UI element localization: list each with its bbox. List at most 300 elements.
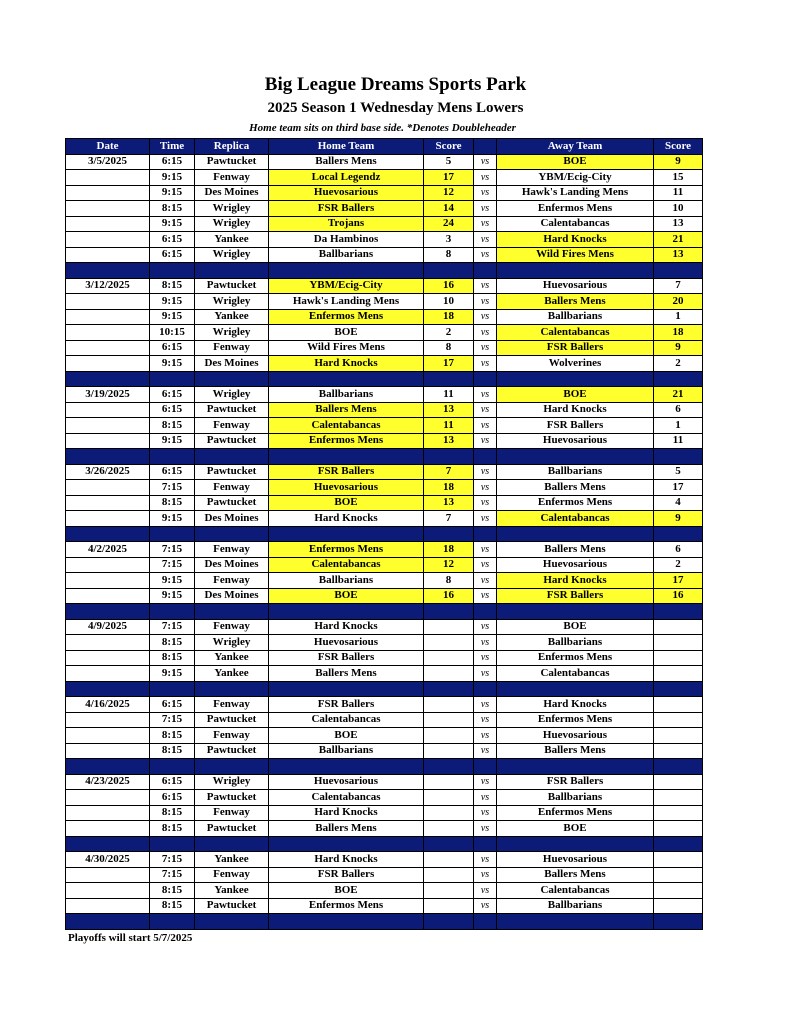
separator-cell [474,914,497,930]
home-team: Hard Knocks [269,511,424,527]
away-score: 9 [654,154,703,170]
away-team: FSR Ballers [497,774,654,790]
home-score: 3 [424,232,474,248]
game-time: 8:15 [150,805,195,821]
vs-label: vs [474,232,497,248]
home-team: Hard Knocks [269,619,424,635]
home-score [424,666,474,682]
vs-label: vs [474,511,497,527]
game-date: 4/30/2025 [66,852,150,868]
away-team: Enfermos Mens [497,201,654,217]
table-row [66,356,703,372]
away-score: 4 [654,495,703,511]
away-score: 7 [654,278,703,294]
separator-cell [195,526,269,542]
game-replica: Pawtucket [195,743,269,759]
game-date [66,495,150,511]
away-score [654,821,703,837]
home-team: Hard Knocks [269,805,424,821]
game-time: 8:15 [150,728,195,744]
separator-cell [269,604,424,620]
away-score [654,712,703,728]
away-team: FSR Ballers [497,588,654,604]
game-time: 6:15 [150,247,195,263]
home-score [424,635,474,651]
separator-cell [150,526,195,542]
separator-cell [424,914,474,930]
away-score: 5 [654,464,703,480]
vs-label: vs [474,557,497,573]
game-replica: Pawtucket [195,278,269,294]
game-time: 7:15 [150,712,195,728]
away-score [654,697,703,713]
game-date [66,418,150,434]
game-replica: Fenway [195,728,269,744]
away-score: 10 [654,201,703,217]
table-row [66,774,703,790]
home-team: BOE [269,325,424,341]
table-row [66,185,703,201]
game-date [66,883,150,899]
game-time: 9:15 [150,588,195,604]
home-score [424,712,474,728]
game-time: 8:15 [150,495,195,511]
game-date [66,216,150,232]
game-time: 10:15 [150,325,195,341]
game-time: 9:15 [150,170,195,186]
away-team: Ballbarians [497,635,654,651]
game-replica: Pawtucket [195,433,269,449]
table-row [66,387,703,403]
away-team: Huevosarious [497,728,654,744]
game-replica: Des Moines [195,185,269,201]
away-score [654,619,703,635]
vs-label: vs [474,185,497,201]
game-replica: Fenway [195,573,269,589]
away-team: YBM/Ecig-City [497,170,654,186]
away-team: Hard Knocks [497,697,654,713]
away-score: 15 [654,170,703,186]
separator-cell [150,604,195,620]
game-date: 3/5/2025 [66,154,150,170]
game-date [66,325,150,341]
table-row [66,294,703,310]
game-time: 8:15 [150,418,195,434]
home-score: 18 [424,542,474,558]
game-date [66,650,150,666]
game-time: 6:15 [150,154,195,170]
away-team: BOE [497,619,654,635]
vs-label: vs [474,697,497,713]
away-score [654,898,703,914]
game-replica: Pawtucket [195,790,269,806]
col-time: Time [150,139,195,155]
table-row [66,325,703,341]
home-team: Enfermos Mens [269,898,424,914]
table-row [66,216,703,232]
separator-cell [654,759,703,775]
separator-cell [66,836,150,852]
separator-cell [474,604,497,620]
home-score [424,743,474,759]
game-replica: Fenway [195,340,269,356]
home-team: Calentabancas [269,790,424,806]
vs-label: vs [474,464,497,480]
away-score [654,790,703,806]
vs-label: vs [474,433,497,449]
home-score: 16 [424,588,474,604]
home-team: Hard Knocks [269,356,424,372]
vs-label: vs [474,743,497,759]
game-date [66,588,150,604]
game-replica: Fenway [195,418,269,434]
away-team: Huevosarious [497,433,654,449]
table-row [66,619,703,635]
col-date: Date [66,139,150,155]
vs-label: vs [474,805,497,821]
game-date [66,635,150,651]
home-score: 8 [424,340,474,356]
table-row [66,557,703,573]
game-date [66,898,150,914]
table-row [66,201,703,217]
vs-label: vs [474,852,497,868]
vs-label: vs [474,325,497,341]
separator-cell [269,836,424,852]
separator-cell [654,914,703,930]
playoffs-note: Playoffs will start 5/7/2025 [68,932,193,944]
away-score: 18 [654,325,703,341]
home-team: Hard Knocks [269,852,424,868]
vs-label: vs [474,542,497,558]
home-score: 8 [424,573,474,589]
home-score [424,898,474,914]
week-separator [66,914,703,930]
home-score [424,790,474,806]
game-replica: Wrigley [195,294,269,310]
home-team: FSR Ballers [269,697,424,713]
away-team: Ballers Mens [497,867,654,883]
table-row [66,573,703,589]
game-time: 6:15 [150,790,195,806]
separator-cell [474,449,497,465]
separator-cell [66,914,150,930]
separator-cell [269,449,424,465]
vs-label: vs [474,790,497,806]
separator-cell [497,371,654,387]
game-replica: Yankee [195,232,269,248]
game-replica: Yankee [195,309,269,325]
table-row [66,821,703,837]
separator-cell [424,449,474,465]
game-date [66,790,150,806]
separator-cell [66,263,150,279]
table-row [66,790,703,806]
home-score: 16 [424,278,474,294]
col-home-score: Score [424,139,474,155]
game-replica: Wrigley [195,247,269,263]
home-score [424,821,474,837]
separator-cell [424,759,474,775]
home-team: Huevosarious [269,774,424,790]
home-team: FSR Ballers [269,464,424,480]
game-replica: Fenway [195,480,269,496]
away-score: 17 [654,480,703,496]
home-score [424,805,474,821]
away-team: Wild Fires Mens [497,247,654,263]
week-separator [66,526,703,542]
game-date [66,356,150,372]
vs-label: vs [474,387,497,403]
game-date [66,247,150,263]
col-home-team: Home Team [269,139,424,155]
game-replica: Fenway [195,170,269,186]
game-time: 8:15 [150,201,195,217]
home-team: BOE [269,588,424,604]
home-score: 7 [424,511,474,527]
header-row [66,139,703,155]
separator-cell [654,263,703,279]
table-row [66,232,703,248]
game-time: 7:15 [150,852,195,868]
table-row [66,542,703,558]
home-team: Ballers Mens [269,666,424,682]
away-team: Hard Knocks [497,402,654,418]
game-time: 8:15 [150,743,195,759]
home-team: BOE [269,728,424,744]
game-time: 6:15 [150,697,195,713]
home-score: 8 [424,247,474,263]
game-date [66,821,150,837]
game-time: 6:15 [150,464,195,480]
away-score [654,852,703,868]
game-replica: Des Moines [195,588,269,604]
game-time: 9:15 [150,511,195,527]
home-team: Huevosarious [269,635,424,651]
game-date [66,743,150,759]
game-time: 9:15 [150,666,195,682]
separator-cell [424,836,474,852]
schedule-table [65,138,703,930]
vs-label: vs [474,573,497,589]
home-score: 12 [424,557,474,573]
separator-cell [497,759,654,775]
week-separator [66,759,703,775]
separator-cell [269,759,424,775]
home-team: Ballers Mens [269,154,424,170]
home-score: 18 [424,480,474,496]
separator-cell [150,371,195,387]
game-time: 7:15 [150,619,195,635]
home-team: BOE [269,883,424,899]
vs-label: vs [474,278,497,294]
home-score [424,650,474,666]
separator-cell [150,681,195,697]
separator-cell [150,836,195,852]
away-team: Huevosarious [497,557,654,573]
game-replica: Wrigley [195,774,269,790]
vs-label: vs [474,712,497,728]
table-row [66,867,703,883]
away-score: 2 [654,356,703,372]
game-time: 9:15 [150,309,195,325]
home-team: Enfermos Mens [269,542,424,558]
away-team: Calentabancas [497,666,654,682]
vs-label: vs [474,309,497,325]
game-time: 6:15 [150,402,195,418]
away-score: 6 [654,542,703,558]
away-score: 1 [654,309,703,325]
away-team: Hawk's Landing Mens [497,185,654,201]
col-vs [474,139,497,155]
game-time: 7:15 [150,542,195,558]
table-row [66,805,703,821]
home-score: 13 [424,402,474,418]
home-team: Ballbarians [269,743,424,759]
table-row [66,309,703,325]
separator-cell [497,681,654,697]
home-score [424,619,474,635]
game-replica: Fenway [195,697,269,713]
separator-cell [150,263,195,279]
home-team: Calentabancas [269,557,424,573]
home-score [424,728,474,744]
game-date: 4/9/2025 [66,619,150,635]
vs-label: vs [474,635,497,651]
home-score [424,867,474,883]
away-score [654,635,703,651]
away-score: 6 [654,402,703,418]
home-score: 24 [424,216,474,232]
separator-cell [66,604,150,620]
game-replica: Pawtucket [195,464,269,480]
away-score: 9 [654,340,703,356]
game-date [66,232,150,248]
game-date [66,573,150,589]
game-time: 7:15 [150,480,195,496]
game-replica: Wrigley [195,325,269,341]
table-row [66,743,703,759]
game-date [66,805,150,821]
separator-cell [474,681,497,697]
game-replica: Pawtucket [195,898,269,914]
home-team: FSR Ballers [269,650,424,666]
separator-cell [497,263,654,279]
game-replica: Wrigley [195,201,269,217]
home-score [424,852,474,868]
away-team: Calentabancas [497,883,654,899]
game-replica: Yankee [195,852,269,868]
away-score: 11 [654,185,703,201]
week-separator [66,836,703,852]
col-away-team: Away Team [497,139,654,155]
home-score: 11 [424,387,474,403]
home-team: Trojans [269,216,424,232]
away-team: Enfermos Mens [497,712,654,728]
separator-cell [497,604,654,620]
away-team: Ballers Mens [497,294,654,310]
vs-label: vs [474,666,497,682]
game-time: 8:15 [150,883,195,899]
vs-label: vs [474,898,497,914]
away-team: Enfermos Mens [497,650,654,666]
away-score: 9 [654,511,703,527]
separator-cell [474,759,497,775]
col-replica: Replica [195,139,269,155]
separator-cell [269,526,424,542]
week-separator [66,449,703,465]
home-team: Calentabancas [269,418,424,434]
separator-cell [150,449,195,465]
away-score [654,805,703,821]
away-team: Hard Knocks [497,573,654,589]
away-team: BOE [497,387,654,403]
away-score [654,883,703,899]
home-team: Huevosarious [269,480,424,496]
game-date: 4/23/2025 [66,774,150,790]
table-row [66,340,703,356]
game-time: 8:15 [150,278,195,294]
separator-cell [66,759,150,775]
game-replica: Yankee [195,650,269,666]
game-date: 4/16/2025 [66,697,150,713]
table-row [66,247,703,263]
separator-cell [654,836,703,852]
away-team: Enfermos Mens [497,805,654,821]
home-score: 18 [424,309,474,325]
page-subtitle: 2025 Season 1 Wednesday Mens Lowers [267,100,524,116]
separator-cell [654,526,703,542]
home-team: BOE [269,495,424,511]
home-team: YBM/Ecig-City [269,278,424,294]
separator-cell [195,914,269,930]
table-row [66,712,703,728]
table-row [66,728,703,744]
away-team: Ballbarians [497,309,654,325]
game-date: 3/19/2025 [66,387,150,403]
game-time: 9:15 [150,356,195,372]
table-row [66,883,703,899]
separator-cell [66,371,150,387]
away-score: 13 [654,216,703,232]
game-replica: Des Moines [195,356,269,372]
home-score: 13 [424,495,474,511]
separator-cell [269,681,424,697]
away-score: 11 [654,433,703,449]
away-score [654,774,703,790]
game-date [66,666,150,682]
vs-label: vs [474,774,497,790]
week-separator [66,371,703,387]
home-team: Huevosarious [269,185,424,201]
separator-cell [474,371,497,387]
away-score [654,666,703,682]
table-row [66,697,703,713]
home-team: Wild Fires Mens [269,340,424,356]
game-time: 6:15 [150,232,195,248]
game-replica: Yankee [195,666,269,682]
separator-cell [424,681,474,697]
home-team: FSR Ballers [269,201,424,217]
game-time: 7:15 [150,557,195,573]
separator-cell [654,681,703,697]
schedule-body [66,154,703,929]
home-score: 12 [424,185,474,201]
separator-cell [195,263,269,279]
game-replica: Fenway [195,867,269,883]
week-separator [66,263,703,279]
separator-cell [66,449,150,465]
